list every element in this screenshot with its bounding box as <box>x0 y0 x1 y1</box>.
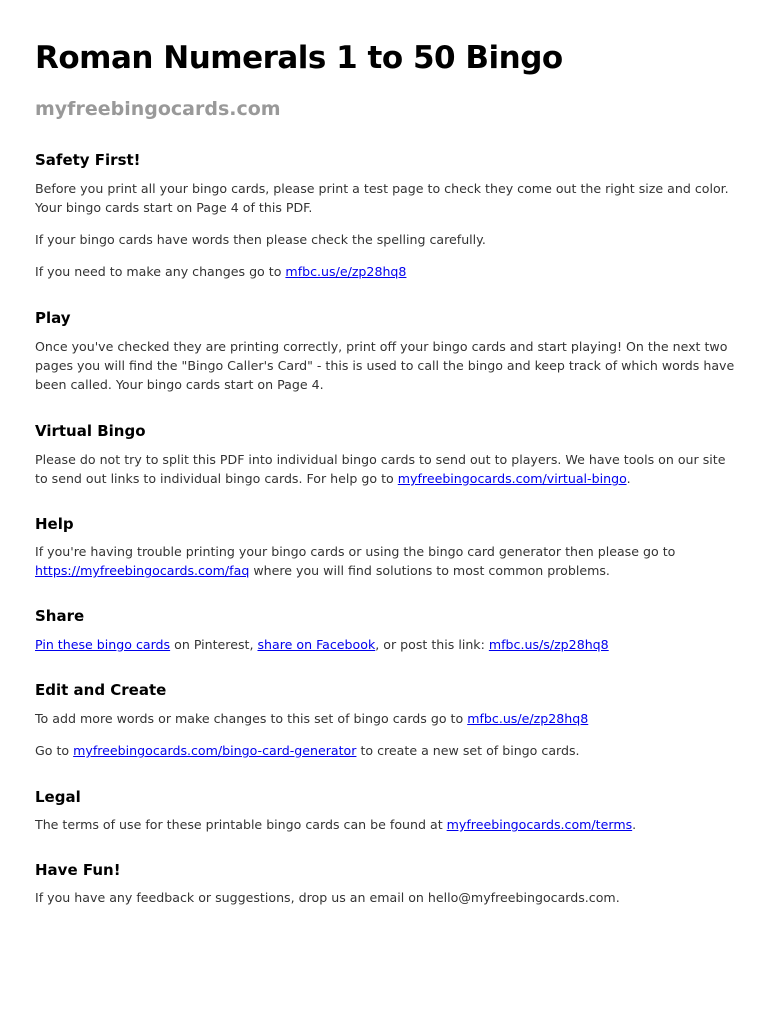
edit-paragraph-2-text: Go to <box>35 743 74 758</box>
safety-paragraph-1: Before you print all your bingo cards, please print a test page to check they come out the right size and color. Your bingo cards start on Page 4 of this PDF. <box>35 181 729 215</box>
edit-paragraph-2-end: to create a new set of bingo cards. <box>356 743 580 758</box>
safety-paragraph-3 <box>35 262 735 281</box>
fun-paragraph: If you have any feedback or suggestions, drop us an email on hello@myfreebingocards.com. <box>35 890 620 905</box>
help-paragraph-text: If you're having trouble printing your bingo cards or using the bingo card generator then please go to <box>35 544 676 559</box>
share-paragraph <box>35 635 735 654</box>
pinterest-link[interactable]: Pin these bingo cards <box>35 637 171 652</box>
play-paragraph: Once you've checked they are printing correctly, print off your bingo cards and start playing! On the next two pages you will find the "Bingo Caller's Card" - this is used to call the bingo and keep track of which words have been called. Your bingo cards start on Page 4. <box>35 339 735 392</box>
legal-paragraph <box>35 815 735 834</box>
heading-share: Share <box>35 607 85 625</box>
heading-safety-first: Safety First! <box>35 151 141 169</box>
edit-paragraph-2 <box>35 741 735 760</box>
site-name: myfreebingocards.com <box>35 98 281 120</box>
share-text-2: , or post this link: <box>375 637 489 652</box>
virtual-paragraph-end: . <box>626 471 631 486</box>
help-paragraph-end: where you will find solutions to most common problems. <box>249 563 610 578</box>
heading-have-fun: Have Fun! <box>35 861 121 879</box>
virtual-bingo-link[interactable]: myfreebingocards.com/virtual-bingo <box>397 471 627 486</box>
share-text-1: on Pinterest, <box>170 637 258 652</box>
legal-paragraph-text: The terms of use for these printable bingo cards can be found at <box>35 817 447 832</box>
legal-paragraph-end: . <box>632 817 637 832</box>
heading-legal: Legal <box>35 788 81 806</box>
help-paragraph <box>35 542 735 580</box>
virtual-paragraph <box>35 450 735 488</box>
terms-link[interactable]: myfreebingocards.com/terms <box>446 817 633 832</box>
page-title: Roman Numerals 1 to 50 Bingo <box>35 40 563 76</box>
safety-paragraph-3-text: If you need to make any changes go to <box>35 264 286 279</box>
edit-paragraph-1 <box>35 709 735 728</box>
heading-virtual-bingo: Virtual Bingo <box>35 422 146 440</box>
edit-paragraph-1-text: To add more words or make changes to this set of bingo cards go to <box>35 711 468 726</box>
edit-set-link[interactable]: mfbc.us/e/zp28hq8 <box>467 711 589 726</box>
facebook-link[interactable]: share on Facebook <box>257 637 376 652</box>
share-link[interactable]: mfbc.us/s/zp28hq8 <box>488 637 609 652</box>
heading-help: Help <box>35 515 74 533</box>
heading-edit-and-create: Edit and Create <box>35 681 167 699</box>
generator-link[interactable]: myfreebingocards.com/bingo-card-generator <box>73 743 357 758</box>
safety-paragraph-2: If your bingo cards have words then please check the spelling carefully. <box>35 232 486 247</box>
faq-link[interactable]: https://myfreebingocards.com/faq <box>35 563 250 578</box>
virtual-paragraph-text: Please do not try to split this PDF into individual bingo cards to send out to players. We have tools on our site to send out links to individual bingo cards. For help go to <box>35 452 726 486</box>
edit-link[interactable]: mfbc.us/e/zp28hq8 <box>285 264 407 279</box>
heading-play: Play <box>35 309 71 327</box>
